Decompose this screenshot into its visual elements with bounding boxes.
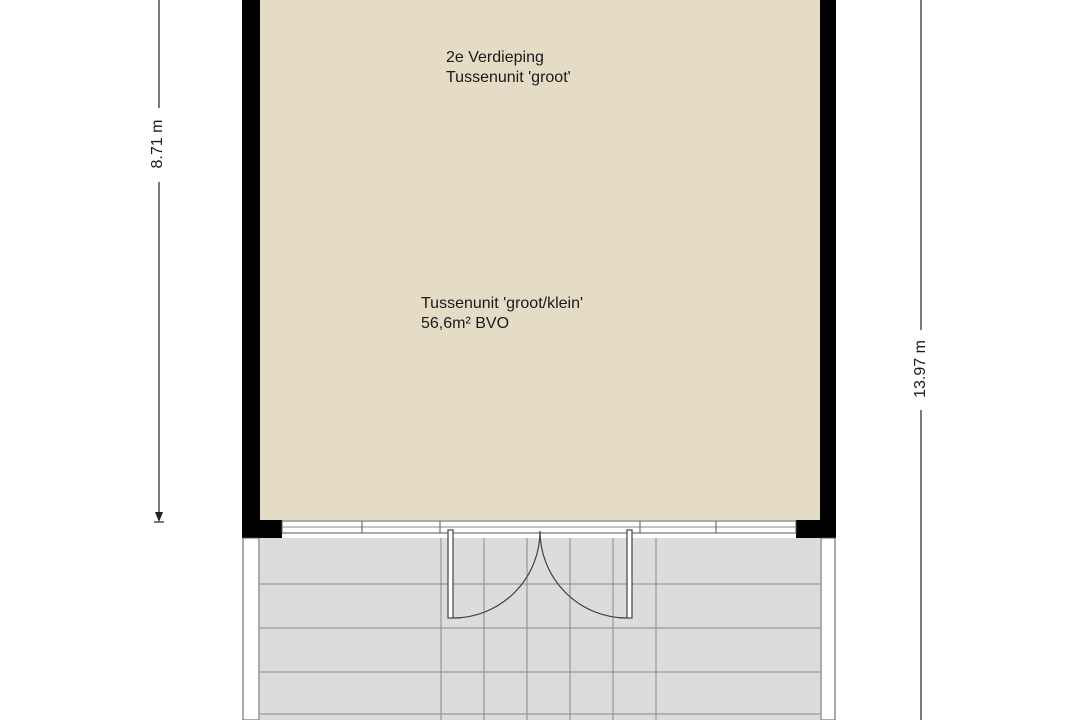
dimension-left <box>150 0 168 522</box>
dimension-left-label: 8.71 m <box>149 119 166 169</box>
dimension-right-label: 13.97 m <box>912 340 929 398</box>
floor-title <box>446 48 571 88</box>
window-frame <box>282 521 796 533</box>
floor-title-line1: 2e Verdieping <box>446 49 544 66</box>
floor-title-line2: Tussenunit 'groot' <box>446 69 571 86</box>
wall-left <box>242 0 260 538</box>
terrace-edge-right <box>821 538 835 720</box>
room-area-text: 56,6m² BVO <box>421 315 510 332</box>
wall-right <box>820 0 836 538</box>
room-name: Tussenunit 'groot/klein' <box>421 295 584 312</box>
wall-bottom-right <box>796 520 836 538</box>
terrace-area <box>260 538 820 720</box>
wall-bottom-left <box>242 520 282 538</box>
room-label <box>421 294 583 334</box>
terrace-edge-left <box>243 538 259 720</box>
